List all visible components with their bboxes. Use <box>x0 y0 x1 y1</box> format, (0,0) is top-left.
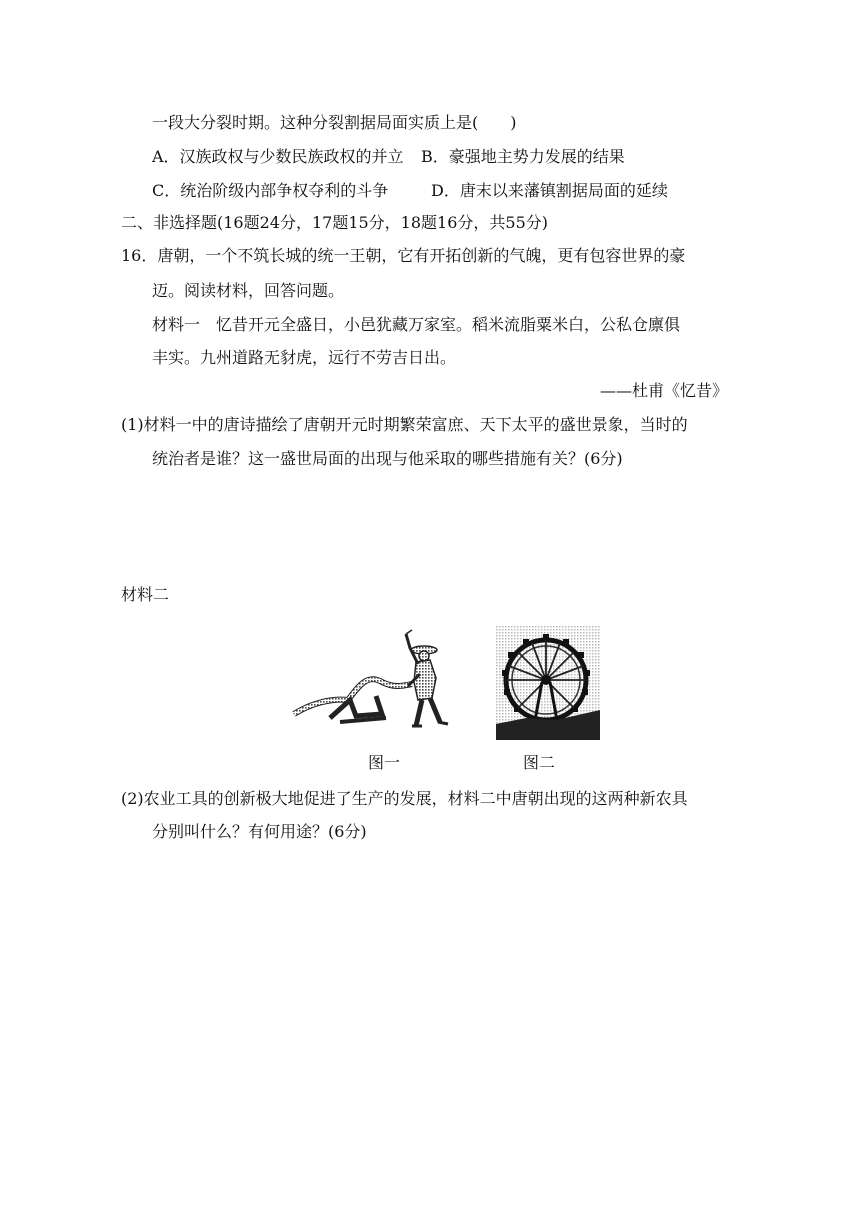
q16-material1-line1: 材料一 忆昔开元全盛日，小邑犹藏万家室。稻米流脂粟米白，公私仓廪俱 <box>152 315 681 334</box>
q15-option-a: A．汉族政权与少数民族政权的并立 <box>152 147 404 166</box>
q16-material1-source: ——杜甫《忆昔》 <box>599 381 728 400</box>
q15-stem-continued: 一段大分裂时期。这种分裂割据局面实质上是( ) <box>152 113 517 132</box>
q16-intro-line1: 16．唐朝，一个不筑长城的统一王朝，它有开拓创新的气魄，更有包容世界的豪 <box>121 246 686 265</box>
q15-option-d: D．唐末以来藩镇割据局面的延续 <box>431 181 668 200</box>
q16-material1-line2: 丰实。九州道路无豺虎，远行不劳吉日出。 <box>152 348 457 367</box>
q16-sub1-line2: 统治者是谁？这一盛世局面的出现与他采取的哪些措施有关？(6分) <box>152 449 623 468</box>
q15-option-b: B．豪强地主势力发展的结果 <box>421 147 625 166</box>
figure1-caption: 图一 <box>368 753 401 772</box>
figure2-caption: 图二 <box>523 753 556 772</box>
q16-intro-line2: 迈。阅读材料，回答问题。 <box>152 281 345 300</box>
q16-sub2-line1: (2)农业工具的创新极大地促进了生产的发展，材料二中唐朝出现的这两种新农具 <box>121 789 688 808</box>
figure1-plough-image <box>290 626 454 736</box>
q16-sub1-line1: (1)材料一中的唐诗描绘了唐朝开元时期繁荣富庶、天下太平的盛世景象，当时的 <box>121 415 688 434</box>
q15-option-c: C．统治阶级内部争权夺利的斗争 <box>152 181 389 200</box>
q16-material2-label: 材料二 <box>121 585 170 604</box>
section2-heading: 二、非选择题(16题24分，17题15分，18题16分，共55分) <box>121 213 549 232</box>
q16-sub2-line2: 分别叫什么？有何用途？(6分) <box>152 822 367 841</box>
figure2-waterwheel-image <box>496 626 600 740</box>
